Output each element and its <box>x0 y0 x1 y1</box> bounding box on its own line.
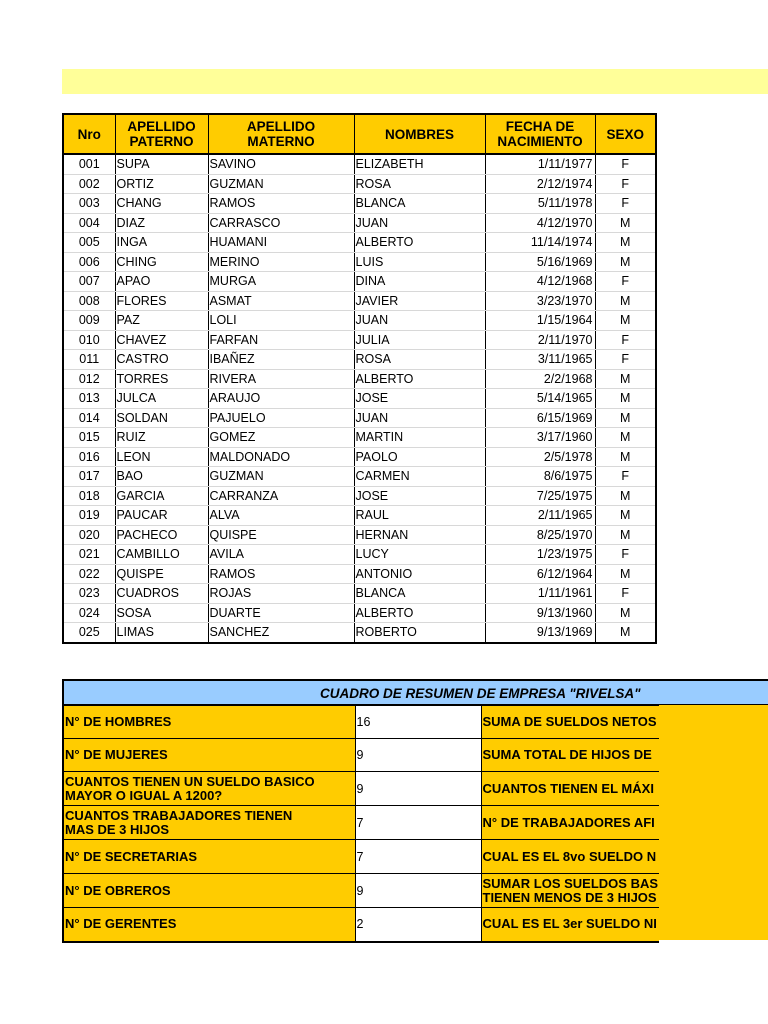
cell-nombres[interactable]: JAVIER <box>354 291 485 311</box>
cell-sexo[interactable]: F <box>595 194 656 214</box>
cell-apellido-materno[interactable]: ASMAT <box>208 291 354 311</box>
cell-nro[interactable]: 025 <box>63 623 115 643</box>
table-row <box>63 486 656 506</box>
cell-sexo[interactable]: F <box>595 174 656 194</box>
summary-label-line: N° DE MUJERES <box>65 747 168 762</box>
cell-apellido-paterno[interactable]: CHING <box>115 252 208 272</box>
cell-nombres[interactable]: ALBERTO <box>354 233 485 253</box>
table-row <box>63 603 656 623</box>
cell-apellido-paterno[interactable]: BAO <box>115 467 208 487</box>
summary-label[interactable] <box>63 908 355 942</box>
cell-apellido-paterno[interactable]: LEON <box>115 447 208 467</box>
cell-sexo[interactable]: F <box>595 350 656 370</box>
cell-fecha-nacimiento[interactable]: 1/15/1964 <box>485 311 595 331</box>
cell-apellido-materno[interactable]: RIVERA <box>208 369 354 389</box>
cell-fecha-nacimiento[interactable]: 7/25/1975 <box>485 486 595 506</box>
cell-apellido-materno[interactable]: ARAUJO <box>208 389 354 409</box>
cell-nombres[interactable]: JUAN <box>354 311 485 331</box>
cell-apellido-materno[interactable]: ALVA <box>208 506 354 526</box>
cell-nro[interactable]: 017 <box>63 467 115 487</box>
summary-row <box>63 840 659 874</box>
cell-apellido-materno[interactable]: GUZMAN <box>208 174 354 194</box>
cell-apellido-paterno[interactable]: GARCIA <box>115 486 208 506</box>
cell-apellido-paterno[interactable]: PACHECO <box>115 525 208 545</box>
table-row <box>63 174 656 194</box>
summary-row <box>63 874 659 908</box>
cell-fecha-nacimiento[interactable]: 2/11/1970 <box>485 330 595 350</box>
cell-apellido-paterno[interactable]: FLORES <box>115 291 208 311</box>
cell-fecha-nacimiento[interactable]: 9/13/1969 <box>485 623 595 643</box>
cell-nombres[interactable]: ROBERTO <box>354 623 485 643</box>
cell-apellido-materno[interactable]: IBAÑEZ <box>208 350 354 370</box>
cell-fecha-nacimiento[interactable]: 8/6/1975 <box>485 467 595 487</box>
cell-nombres[interactable]: JOSE <box>354 486 485 506</box>
table-row <box>63 447 656 467</box>
cell-fecha-nacimiento[interactable]: 1/11/1961 <box>485 584 595 604</box>
summary-label-line: N° DE GERENTES <box>65 916 177 932</box>
summary-table <box>62 705 659 943</box>
cell-nombres[interactable]: JUAN <box>354 408 485 428</box>
cell-apellido-materno[interactable]: MERINO <box>208 252 354 272</box>
cell-fecha-nacimiento[interactable]: 1/11/1977 <box>485 154 595 174</box>
cell-fecha-nacimiento[interactable]: 3/11/1965 <box>485 350 595 370</box>
table-row <box>63 369 656 389</box>
cell-sexo[interactable]: M <box>595 428 656 448</box>
table-row <box>63 389 656 409</box>
summary-label[interactable] <box>63 739 355 772</box>
cell-apellido-materno[interactable]: ROJAS <box>208 584 354 604</box>
summary-title-bar <box>62 679 768 705</box>
cell-sexo[interactable]: F <box>595 584 656 604</box>
cell-nombres[interactable]: ALBERTO <box>354 603 485 623</box>
cell-sexo[interactable]: M <box>595 447 656 467</box>
summary-right-label-line: TIENEN MENOS DE 3 HIJOS <box>482 889 657 905</box>
table-row <box>63 564 656 584</box>
cell-sexo[interactable]: M <box>595 369 656 389</box>
summary-right-label[interactable] <box>481 874 659 908</box>
summary-right-label[interactable] <box>481 706 659 739</box>
summary-right-label[interactable] <box>481 739 659 772</box>
cell-apellido-materno[interactable]: AVILA <box>208 545 354 565</box>
cell-apellido-paterno[interactable]: TORRES <box>115 369 208 389</box>
cell-nro[interactable]: 015 <box>63 428 115 448</box>
summary-value[interactable]: 9 <box>355 739 481 772</box>
col-header-apellido-paterno[interactable]: APELLIDO PATERNO <box>115 114 208 154</box>
table-row <box>63 154 656 174</box>
cell-nombres[interactable]: ANTONIO <box>354 564 485 584</box>
cell-sexo[interactable]: M <box>595 564 656 584</box>
summary-right-label-line: SUMA TOTAL DE HIJOS DE <box>482 747 652 762</box>
cell-nombres[interactable]: JUAN <box>354 213 485 233</box>
summary-row <box>63 706 659 739</box>
table-row <box>63 233 656 253</box>
table-row <box>63 272 656 292</box>
table-row <box>63 330 656 350</box>
cell-sexo[interactable]: F <box>595 330 656 350</box>
cell-apellido-paterno[interactable]: CAMBILLO <box>115 545 208 565</box>
cell-nro[interactable]: 019 <box>63 506 115 526</box>
summary-label-line: CUANTOS TRABAJADORES TIENEN <box>65 807 293 823</box>
cell-apellido-materno[interactable]: LOLI <box>208 311 354 331</box>
cell-fecha-nacimiento[interactable]: 2/5/1978 <box>485 447 595 467</box>
cell-apellido-materno[interactable]: GUZMAN <box>208 467 354 487</box>
cell-apellido-materno[interactable]: GOMEZ <box>208 428 354 448</box>
cell-nro[interactable]: 016 <box>63 447 115 467</box>
cell-nombres[interactable]: HERNAN <box>354 525 485 545</box>
cell-nro[interactable]: 009 <box>63 311 115 331</box>
summary-value[interactable]: 2 <box>355 908 481 942</box>
summary-right-label-line: CUAL ES EL 3er SUELDO NI <box>482 916 657 932</box>
cell-fecha-nacimiento[interactable]: 2/12/1974 <box>485 174 595 194</box>
summary-right-label-line: SUMAR LOS SUELDOS BAS <box>482 875 659 891</box>
cell-sexo[interactable]: M <box>595 603 656 623</box>
cell-nro[interactable]: 020 <box>63 525 115 545</box>
summary-value[interactable]: 9 <box>355 772 481 806</box>
summary-right-fill <box>650 705 768 940</box>
cell-fecha-nacimiento[interactable]: 3/23/1970 <box>485 291 595 311</box>
cell-apellido-materno[interactable]: RAMOS <box>208 564 354 584</box>
summary-label-line: N° DE HOMBRES <box>65 714 172 729</box>
cell-sexo[interactable]: F <box>595 467 656 487</box>
cell-apellido-paterno[interactable]: PAUCAR <box>115 506 208 526</box>
cell-nombres[interactable]: ALBERTO <box>354 369 485 389</box>
cell-sexo[interactable]: F <box>595 272 656 292</box>
cell-fecha-nacimiento[interactable]: 3/17/1960 <box>485 428 595 448</box>
cell-nombres[interactable]: ELIZABETH <box>354 154 485 174</box>
cell-nombres[interactable]: PAOLO <box>354 447 485 467</box>
cell-apellido-paterno[interactable]: RUIZ <box>115 428 208 448</box>
summary-label-line: N° DE SECRETARIAS <box>65 848 198 864</box>
cell-sexo[interactable]: M <box>595 311 656 331</box>
table-row <box>63 408 656 428</box>
cell-nombres[interactable]: JULIA <box>354 330 485 350</box>
table-row <box>63 291 656 311</box>
cell-apellido-materno[interactable]: MURGA <box>208 272 354 292</box>
cell-fecha-nacimiento[interactable]: 4/12/1970 <box>485 213 595 233</box>
cell-apellido-paterno[interactable]: CUADROS <box>115 584 208 604</box>
table-row <box>63 428 656 448</box>
col-header-fecha-nacimiento[interactable]: FECHA DE NACIMIENTO <box>485 114 595 154</box>
cell-apellido-materno[interactable]: FARFAN <box>208 330 354 350</box>
cell-nombres[interactable]: ROSA <box>354 174 485 194</box>
cell-nro[interactable]: 024 <box>63 603 115 623</box>
cell-apellido-paterno[interactable]: ORTIZ <box>115 174 208 194</box>
summary-title: CUADRO DE RESUMEN DE EMPRESA "RIVELSA" <box>320 686 641 701</box>
cell-apellido-paterno[interactable]: QUISPE <box>115 564 208 584</box>
cell-nombres[interactable]: LUCY <box>354 545 485 565</box>
cell-apellido-paterno[interactable]: CASTRO <box>115 350 208 370</box>
table-row <box>63 213 656 233</box>
summary-label[interactable] <box>63 806 355 840</box>
summary-value[interactable]: 7 <box>355 840 481 874</box>
cell-sexo[interactable]: M <box>595 213 656 233</box>
cell-apellido-materno[interactable]: CARRANZA <box>208 486 354 506</box>
cell-nro[interactable]: 006 <box>63 252 115 272</box>
employees-table <box>62 113 657 644</box>
cell-apellido-paterno[interactable]: PAZ <box>115 311 208 331</box>
col-header-nro[interactable]: Nro <box>63 114 115 154</box>
cell-sexo[interactable]: M <box>595 408 656 428</box>
table-row <box>63 194 656 214</box>
summary-right-label[interactable] <box>481 806 659 840</box>
cell-fecha-nacimiento[interactable]: 5/11/1978 <box>485 194 595 214</box>
cell-nro[interactable]: 013 <box>63 389 115 409</box>
cell-sexo[interactable]: M <box>595 623 656 643</box>
cell-fecha-nacimiento[interactable]: 9/13/1960 <box>485 603 595 623</box>
summary-value[interactable]: 16 <box>355 706 481 739</box>
cell-apellido-materno[interactable]: PAJUELO <box>208 408 354 428</box>
cell-sexo[interactable]: F <box>595 154 656 174</box>
summary-row <box>63 908 659 942</box>
summary-right-label-line: SUMA DE SUELDOS NETOS <box>482 714 657 729</box>
cell-nro[interactable]: 001 <box>63 154 115 174</box>
cell-apellido-materno[interactable]: DUARTE <box>208 603 354 623</box>
summary-label[interactable] <box>63 840 355 874</box>
cell-sexo[interactable]: M <box>595 389 656 409</box>
cell-fecha-nacimiento[interactable]: 4/12/1968 <box>485 272 595 292</box>
cell-fecha-nacimiento[interactable]: 2/11/1965 <box>485 506 595 526</box>
cell-apellido-materno[interactable]: HUAMANI <box>208 233 354 253</box>
cell-nro[interactable]: 012 <box>63 369 115 389</box>
summary-right-label-line: N° DE TRABAJADORES AFI <box>482 814 655 830</box>
cell-apellido-materno[interactable]: MALDONADO <box>208 447 354 467</box>
summary-right-label[interactable] <box>481 772 659 806</box>
cell-nombres[interactable]: JOSE <box>354 389 485 409</box>
cell-nro[interactable]: 007 <box>63 272 115 292</box>
cell-nombres[interactable]: RAUL <box>354 506 485 526</box>
cell-apellido-paterno[interactable]: CHAVEZ <box>115 330 208 350</box>
summary-row <box>63 806 659 840</box>
table-row <box>63 545 656 565</box>
cell-sexo[interactable]: F <box>595 545 656 565</box>
summary-label[interactable] <box>63 772 355 806</box>
cell-nro[interactable]: 022 <box>63 564 115 584</box>
cell-nombres[interactable]: CARMEN <box>354 467 485 487</box>
cell-nombres[interactable]: BLANCA <box>354 584 485 604</box>
cell-nombres[interactable]: ROSA <box>354 350 485 370</box>
summary-right-label-line: CUANTOS TIENEN EL MÁXI <box>482 780 654 796</box>
cell-nombres[interactable]: MARTIN <box>354 428 485 448</box>
summary-label[interactable] <box>63 874 355 908</box>
table-row <box>63 525 656 545</box>
cell-nro[interactable]: 021 <box>63 545 115 565</box>
summary-label-line: N° DE OBREROS <box>65 882 171 898</box>
cell-nro[interactable]: 011 <box>63 350 115 370</box>
cell-nombres[interactable]: DINA <box>354 272 485 292</box>
col-header-nombres[interactable]: NOMBRES <box>354 114 485 154</box>
summary-label-line: MAS DE 3 HIJOS <box>65 821 170 837</box>
table-row <box>63 506 656 526</box>
cell-apellido-materno[interactable]: QUISPE <box>208 525 354 545</box>
cell-sexo[interactable]: M <box>595 506 656 526</box>
summary-label[interactable] <box>63 706 355 739</box>
summary-right-label-line: CUAL ES EL 8vo SUELDO N <box>482 848 657 864</box>
cell-sexo[interactable]: M <box>595 486 656 506</box>
cell-nro[interactable]: 008 <box>63 291 115 311</box>
cell-sexo[interactable]: M <box>595 252 656 272</box>
summary-row <box>63 772 659 806</box>
cell-nro[interactable]: 018 <box>63 486 115 506</box>
col-header-apellido-materno[interactable]: APELLIDO MATERNO <box>208 114 354 154</box>
summary-label-line: CUANTOS TIENEN UN SUELDO BASICO <box>65 773 315 789</box>
table-row <box>63 311 656 331</box>
table-row <box>63 584 656 604</box>
table-row <box>63 623 656 643</box>
top-highlight-band <box>62 69 768 94</box>
cell-apellido-paterno[interactable]: SOLDAN <box>115 408 208 428</box>
summary-right-label[interactable] <box>481 840 659 874</box>
table-row <box>63 252 656 272</box>
cell-apellido-paterno[interactable]: CHANG <box>115 194 208 214</box>
cell-sexo[interactable]: M <box>595 233 656 253</box>
cell-apellido-paterno[interactable]: JULCA <box>115 389 208 409</box>
cell-fecha-nacimiento[interactable]: 6/12/1964 <box>485 564 595 584</box>
cell-nombres[interactable]: LUIS <box>354 252 485 272</box>
cell-nro[interactable]: 004 <box>63 213 115 233</box>
cell-nro[interactable]: 023 <box>63 584 115 604</box>
cell-apellido-paterno[interactable]: LIMAS <box>115 623 208 643</box>
table-row <box>63 467 656 487</box>
cell-apellido-paterno[interactable]: DIAZ <box>115 213 208 233</box>
table-header-row <box>63 114 656 154</box>
cell-apellido-paterno[interactable]: SUPA <box>115 154 208 174</box>
summary-row <box>63 739 659 772</box>
cell-nombres[interactable]: BLANCA <box>354 194 485 214</box>
col-header-sexo[interactable]: SEXO <box>595 114 656 154</box>
cell-sexo[interactable]: M <box>595 291 656 311</box>
cell-sexo[interactable]: M <box>595 525 656 545</box>
summary-label-line: MAYOR O IGUAL A 1200? <box>65 787 223 803</box>
cell-fecha-nacimiento[interactable]: 1/23/1975 <box>485 545 595 565</box>
cell-apellido-materno[interactable]: CARRASCO <box>208 213 354 233</box>
cell-apellido-materno[interactable]: RAMOS <box>208 194 354 214</box>
cell-fecha-nacimiento[interactable]: 5/14/1965 <box>485 389 595 409</box>
cell-apellido-paterno[interactable]: SOSA <box>115 603 208 623</box>
cell-nro[interactable]: 014 <box>63 408 115 428</box>
cell-apellido-paterno[interactable]: INGA <box>115 233 208 253</box>
summary-right-label[interactable] <box>481 908 659 942</box>
cell-apellido-materno[interactable]: SANCHEZ <box>208 623 354 643</box>
cell-fecha-nacimiento[interactable]: 6/15/1969 <box>485 408 595 428</box>
table-row <box>63 350 656 370</box>
summary-value[interactable]: 7 <box>355 806 481 840</box>
cell-nro[interactable]: 005 <box>63 233 115 253</box>
cell-fecha-nacimiento[interactable]: 2/2/1968 <box>485 369 595 389</box>
cell-apellido-paterno[interactable]: APAO <box>115 272 208 292</box>
cell-fecha-nacimiento[interactable]: 11/14/1974 <box>485 233 595 253</box>
cell-fecha-nacimiento[interactable]: 5/16/1969 <box>485 252 595 272</box>
cell-nro[interactable]: 002 <box>63 174 115 194</box>
cell-nro[interactable]: 003 <box>63 194 115 214</box>
cell-nro[interactable]: 010 <box>63 330 115 350</box>
cell-apellido-materno[interactable]: SAVINO <box>208 154 354 174</box>
cell-fecha-nacimiento[interactable]: 8/25/1970 <box>485 525 595 545</box>
summary-value[interactable]: 9 <box>355 874 481 908</box>
